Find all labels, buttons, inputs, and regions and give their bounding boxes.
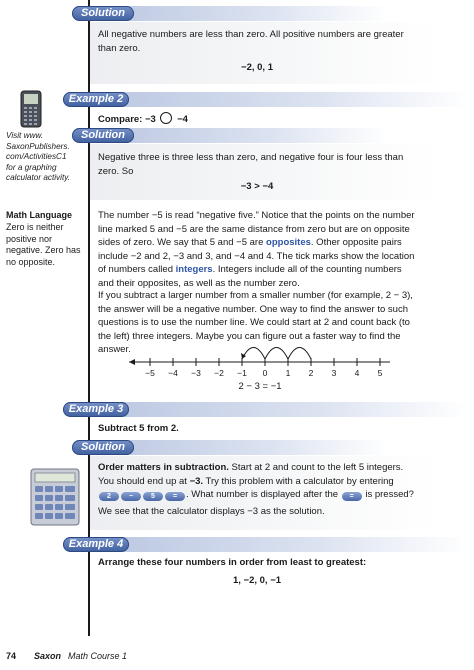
number-line-tick-label: 1 [285, 368, 291, 378]
solution-text: All negative numbers are less than zero. All positive numbers are greater than zero. [98, 29, 404, 54]
calculator-key: − [121, 492, 141, 501]
graphing-calculator-icon [20, 90, 42, 128]
solution-answer: −3 > −4 [240, 181, 274, 192]
note-line: calculator activity. [6, 173, 71, 182]
solution-text [98, 461, 416, 502]
footer-title: Math Course 1 [68, 651, 128, 661]
compare-right: −4 [177, 114, 188, 125]
number-line-tick-label: −4 [168, 368, 178, 378]
example-prompt: Subtract 5 from 2. [98, 423, 179, 434]
calculator-icon [30, 468, 80, 526]
text-run: . Integers include all of the counting numbers and their opposites, as well as the number zero. [98, 264, 402, 289]
solution-label: Solution [72, 440, 134, 455]
text-run: . Other opposite pairs include −2 and 2, −3 and 3, and −4 and 4. The tick marks show the location of numbers called [98, 237, 415, 275]
number-line-tick-label: 0 [262, 368, 268, 378]
example-label: Example 2 [63, 92, 129, 107]
number-line-tick-label: 3 [331, 368, 337, 378]
example-label: Example 4 [63, 537, 129, 552]
hop-arc [288, 348, 311, 360]
text-run: Start at 2 and count to the left 5 integers. You should end up at [98, 462, 404, 487]
calculator-key: = [165, 492, 185, 501]
compare-left: −3 [144, 114, 156, 125]
number-line-tick-label: 5 [377, 368, 383, 378]
compare-circle-icon [160, 112, 172, 124]
example-label: Example 3 [63, 402, 129, 417]
number-line [125, 340, 390, 380]
text-run: −3. [189, 475, 204, 487]
hop-arc [265, 348, 288, 360]
number-line-tick-label: 4 [354, 368, 360, 378]
text-run: Try this problem with a calculator by entering [203, 475, 394, 487]
section-band [88, 537, 468, 552]
number-line-tick-label: −3 [191, 368, 201, 378]
math-language-body: Zero is neither positive nor negative. Zero has no opposite. [6, 222, 81, 267]
number-line-equation: 2 − 3 = −1 [238, 381, 282, 392]
text-run: The number −5 is read “negative five.” Notice that the points on the number line marked 5 and −5 are the same distance from zero but are on opposite sides of zero. We say that 5 and −5 are [98, 210, 415, 248]
math-language-heading: Math Language [6, 210, 73, 220]
note-line: for a graphing [6, 162, 57, 172]
calculator-key: 5 [143, 492, 163, 501]
example-prompt: Arrange these four numbers in order from least to greatest: [98, 557, 367, 568]
page-number: 74 [6, 651, 17, 661]
opposites-paragraph [98, 209, 416, 290]
hop-arc [242, 348, 265, 360]
arrow-left-icon [129, 359, 135, 365]
footer-brand: Saxon [34, 651, 62, 661]
example-numbers: 1, −2, 0, −1 [232, 575, 282, 586]
number-line-tick-label: 2 [308, 368, 314, 378]
calculator-activity-note [6, 131, 82, 184]
note-line: Visit www. [6, 131, 44, 140]
solution-label: Solution [72, 6, 134, 21]
solution-conclusion: We see that the calculator displays −3 as the solution. [98, 506, 325, 517]
solution-answer: −2, 0, 1 [241, 62, 273, 73]
text-run: . What number is displayed after the [186, 489, 339, 500]
number-line-tick-label: −5 [145, 368, 155, 378]
note-line: com/ActivitiesC1 [6, 152, 67, 161]
calculator-key: = [342, 492, 362, 501]
compare-prefix: Compare: [98, 114, 143, 125]
section-band [88, 402, 468, 417]
solution-label: Solution [72, 128, 134, 143]
text-run: is pressed? [365, 489, 414, 500]
solution-text: Negative three is three less than zero, and negative four is four less than zero. So [98, 152, 404, 177]
calculator-key: 2 [99, 492, 119, 501]
note-line: SaxonPublishers. [6, 141, 70, 151]
number-line-tick-label: −2 [214, 368, 224, 378]
term-integers: integers [175, 264, 213, 275]
section-band [88, 92, 468, 107]
example-prompt [98, 112, 416, 127]
subtraction-paragraph: If you subtract a larger number from a smaller number (for example, 2 − 3), the answer will be a negative number. One way to find the answer to such questions is to use the number line. We could start at 2 and count back (to the left) three integers. Maybe you can figure out a faster way to find the answer. [98, 290, 413, 355]
number-line-tick-label: −1 [237, 368, 247, 378]
term-opposites: opposites [266, 237, 311, 248]
text-run: Order matters in subtraction. [98, 462, 229, 473]
